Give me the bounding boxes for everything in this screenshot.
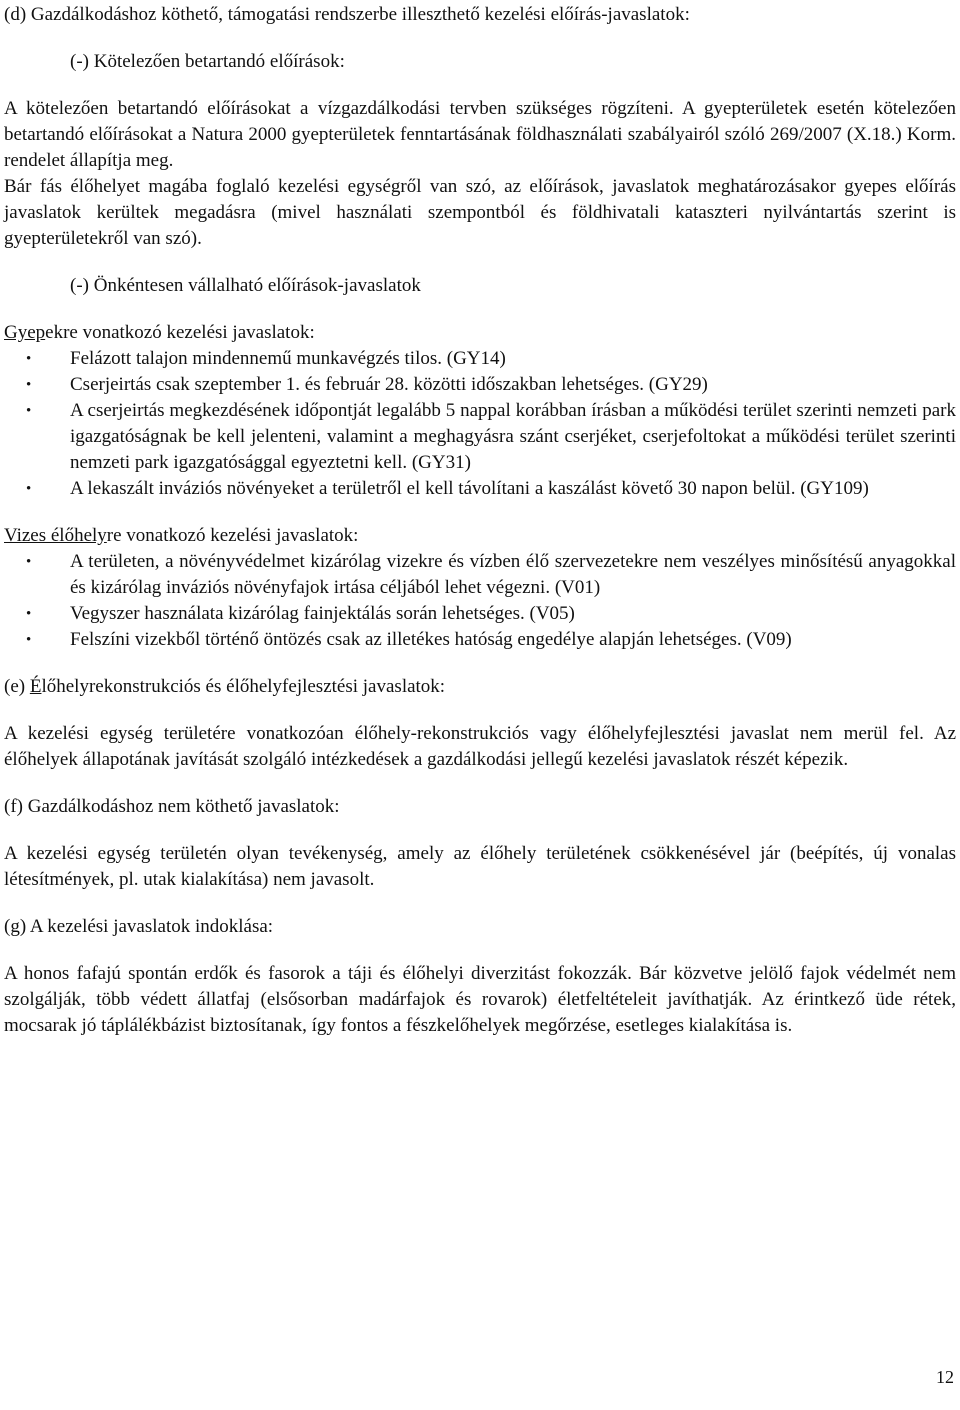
- wetland-heading-underlined: Vizes élőhely: [4, 525, 107, 546]
- section-e-prefix: (e): [4, 676, 30, 697]
- mandatory-paragraph-1: A kötelezően betartandó előírásokat a vízgazdálkodási tervben szükséges rögzíteni. A gyepterületek esetén kötelezően betartandó előírásokat a Natura 2000 gyepterületek fenntartásának földhasználati szabályairól szóló 269/2007 (X.18.) Korm. rendelet állapítja meg.: [4, 98, 956, 171]
- page-number: 12: [936, 1367, 954, 1387]
- document-page: [4, 2, 956, 1039]
- bullet-icon: •: [26, 481, 32, 497]
- voluntary-subheading: (-) Önkéntesen vállalható előírások-javaslatok: [70, 275, 421, 296]
- section-g-heading: (g) A kezelési javaslatok indoklása:: [4, 916, 274, 937]
- list-item-text: A lekaszált inváziós növényeket a területről el kell távolítani a kaszálást követő 30 napon belül. (GY109): [70, 478, 869, 499]
- list-item-text: Vegyszer használata kizárólag fainjektálás során lehetséges. (V05): [70, 603, 575, 624]
- wetland-heading: [4, 523, 956, 549]
- section-f-heading: (f) Gazdálkodáshoz nem köthető javaslatok:: [4, 796, 340, 817]
- list-item: [4, 601, 956, 627]
- grassland-heading-rest: ekre vonatkozó kezelési javaslatok:: [45, 322, 315, 343]
- wetland-heading-rest: re vonatkozó kezelési javaslatok:: [106, 525, 359, 546]
- grassland-heading: [4, 320, 956, 346]
- grassland-heading-underlined: Gyep: [4, 322, 46, 343]
- list-item: [4, 346, 956, 372]
- bullet-icon: •: [26, 554, 32, 570]
- list-item-text: A cserjeirtás megkezdésének időpontját legalább 5 nappal korábban írásban a működési terület szerinti nemzeti park igazgatóságnak be kell jelenteni, valamint a meghagyásra szánt cserjéket, cserjefoltokat a működési terület szerinti nemzeti park igazgatósággal egyeztetni kell. (GY31): [70, 400, 956, 473]
- section-f-paragraph: A kezelési egység területén olyan tevékenység, amely az élőhely területének csökkenésével jár (beépítés, új vonalas létesítmények, pl. utak kialakítása) nem javasolt.: [4, 843, 956, 890]
- mandatory-subheading: (-) Kötelezően betartandó előírások:: [70, 51, 345, 72]
- list-item-text: Felázott talajon mindennemű munkavégzés tilos. (GY14): [70, 348, 506, 369]
- bullet-icon: •: [26, 632, 32, 648]
- list-item-text: Cserjeirtás csak szeptember 1. és február 28. közötti időszakban lehetséges. (GY29): [70, 374, 708, 395]
- bullet-icon: •: [26, 351, 32, 367]
- section-e-underlined: É: [29, 676, 42, 697]
- list-item-text: A területen, a növényvédelmet kizárólag vizekre és vízben élő szervezetekre nem veszélyes minősítésű anyagokkal és kizárólag inváziós növényfajok irtása céljából lehet végezni. (V01): [70, 551, 956, 598]
- grassland-list: [4, 346, 956, 502]
- wetland-list: [4, 549, 956, 653]
- list-item: [4, 476, 956, 502]
- section-e-heading: [4, 674, 956, 700]
- list-item: [4, 398, 956, 476]
- list-item: [4, 372, 956, 398]
- list-item-text: Felszíni vizekből történő öntözés csak az illetékes hatóság engedélye alapján lehetséges. (V09): [70, 629, 792, 650]
- section-d-heading: (d) Gazdálkodáshoz köthető, támogatási rendszerbe illeszthető kezelési előírás-javaslatok:: [4, 4, 690, 25]
- section-e-rest: lőhelyrekonstrukciós és élőhelyfejlesztési javaslatok:: [41, 676, 446, 697]
- mandatory-paragraph-2: Bár fás élőhelyet magába foglaló kezelési egységről van szó, az előírások, javaslatok meghatározásakor gyepes előírás javaslatok kerültek megadásra (mivel használati szempontból és földhivatali kataszteri nyilvántartás szerint is gyepterületekről van szó).: [4, 176, 956, 249]
- list-item: [4, 549, 956, 601]
- bullet-icon: •: [26, 606, 32, 622]
- bullet-icon: •: [26, 403, 32, 419]
- section-g-paragraph: A honos fafajú spontán erdők és fasorok a táji és élőhelyi diverzitást fokozzák. Bár közvetve jelölő fajok védelmét nem szolgálják, több védett állatfaj (elsősorban madárfajok és rovarok) életfeltételeit javíthatják. Az érintkező üde rétek, mocsarak jó táplálékbázist biztosítanak, így fontos a fészkelőhelyek megőrzése, esetleges kialakítása is.: [4, 963, 956, 1036]
- bullet-icon: •: [26, 377, 32, 393]
- section-e-paragraph: A kezelési egység területére vonatkozóan élőhely-rekonstrukciós vagy élőhelyfejlesztési javaslat nem merül fel. Az élőhelyek állapotának javítását szolgáló intézkedések a gazdálkodási jellegű kezelési javaslatok részét képezik.: [4, 723, 956, 770]
- list-item: [4, 627, 956, 653]
